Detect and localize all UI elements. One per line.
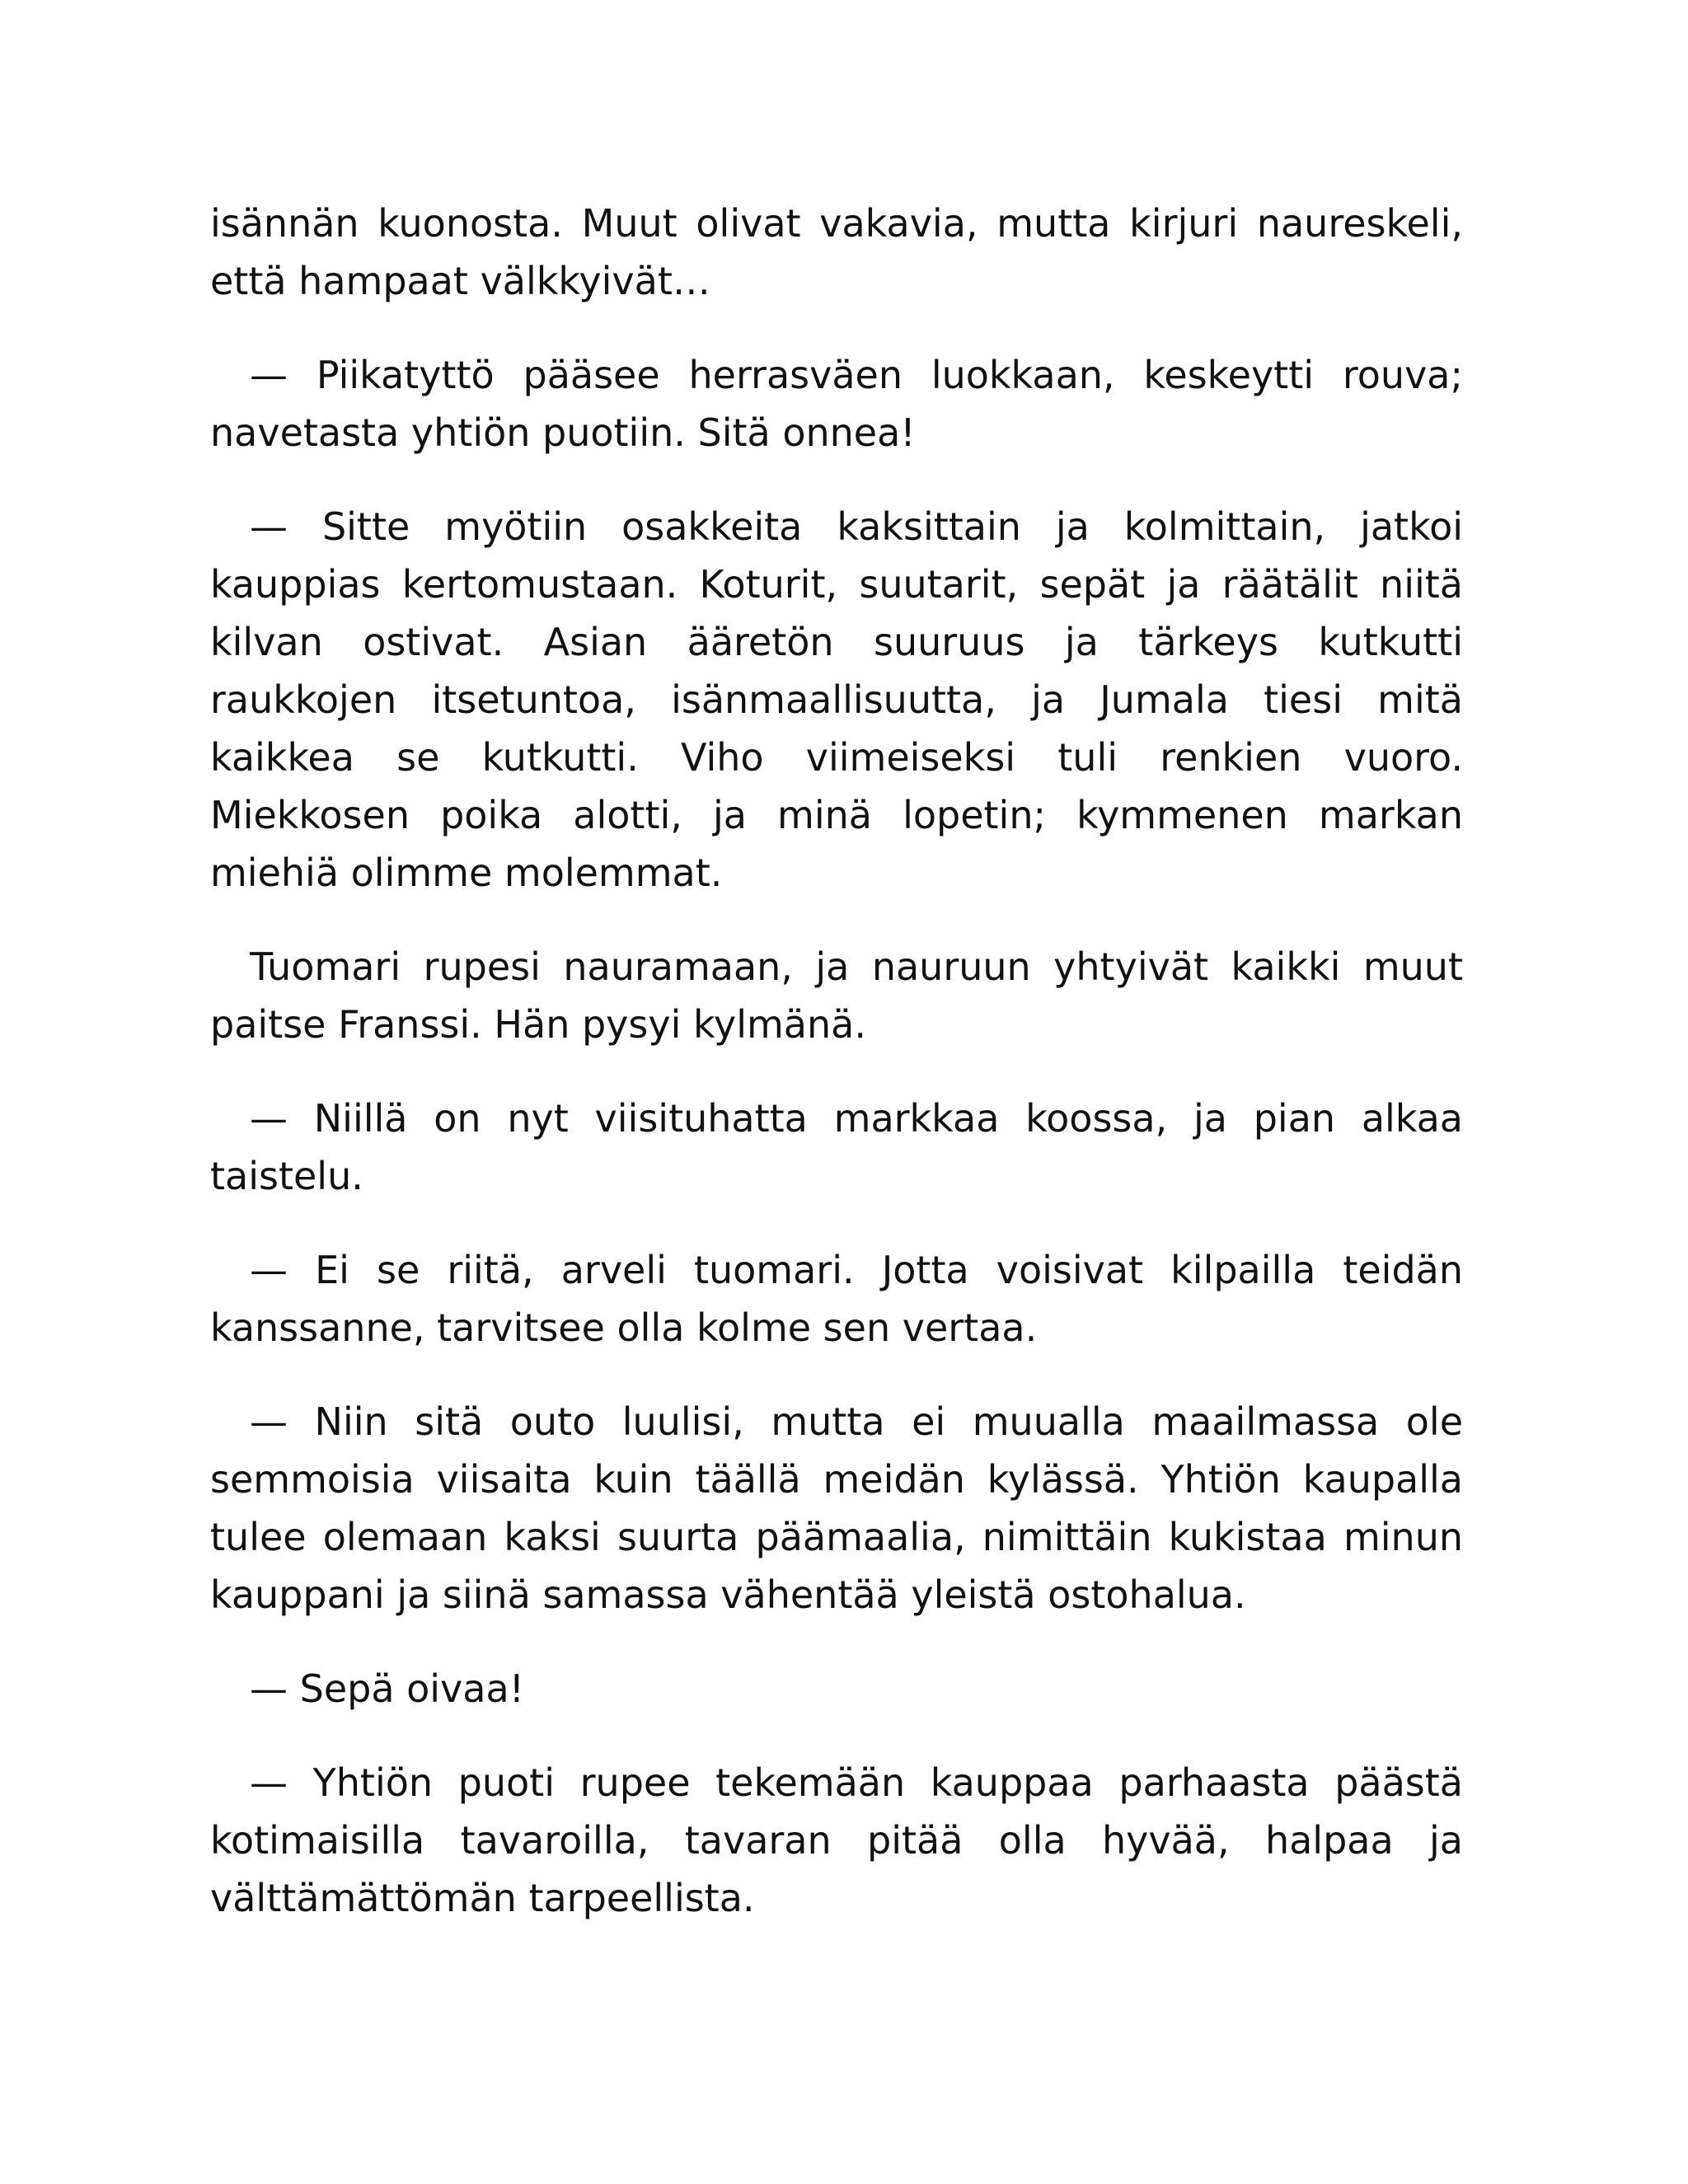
page-text — [210, 194, 1463, 1963]
paragraph-dialogue: — Niillä on nyt viisituhatta markkaa koossa, ja pian alkaa taistelu. — [210, 1096, 1463, 1198]
paragraph-narration: Tuomari rupesi nauramaan, ja nauruun yhtyivät kaikki muut paitse Franssi. Hän pysyi kylmänä. — [210, 944, 1463, 1047]
paragraph-dialogue: — Sitte myötiin osakkeita kaksittain ja kolmittain, jatkoi kauppias kertomustaan. Koturit, suutarit, sepät ja räätälit niitä kilvan ostivat. Asian ääretön suuruus ja tärkeys kutkutti raukkojen itsetuntoa, isänmaallisuutta, ja Jumala tiesi mitä kaikkea se kutkutti. Viho viimeiseksi tuli renkien vuoro. Miekkosen poika alotti, ja minä lopetin; kymmenen markan miehiä olimme molemmat. — [210, 504, 1463, 895]
paragraph-continuation: isännän kuonosta. Muut olivat vakavia, mutta kirjuri naureskeli, että hampaat välkkyivät… — [210, 201, 1463, 303]
paragraph-dialogue: — Niin sitä outo luulisi, mutta ei muualla maailmassa ole semmoisia viisaita kuin täällä meidän kylässä. Yhtiön kaupalla tulee olemaan kaksi suurta päämaalia, nimittäin kukistaa minun kauppani ja siinä samassa vähentää yleistä ostohalua. — [210, 1399, 1463, 1617]
paragraph-dialogue: — Piikatyttö pääsee herrasväen luokkaan, keskeytti rouva; navetasta yhtiön puotiin. Sitä onnea! — [210, 353, 1463, 455]
paragraph-dialogue: — Ei se riitä, arveli tuomari. Jotta voisivat kilpailla teidän kanssanne, tarvitsee olla kolme sen vertaa. — [210, 1248, 1463, 1350]
paragraph-dialogue: — Sepä oivaa! — [250, 1666, 525, 1711]
paragraph-dialogue: — Yhtiön puoti rupee tekemään kauppaa parhaasta päästä kotimaisilla tavaroilla, tavaran pitää olla hyvää, halpaa ja välttämättömän tarpeellista. — [210, 1760, 1463, 1920]
